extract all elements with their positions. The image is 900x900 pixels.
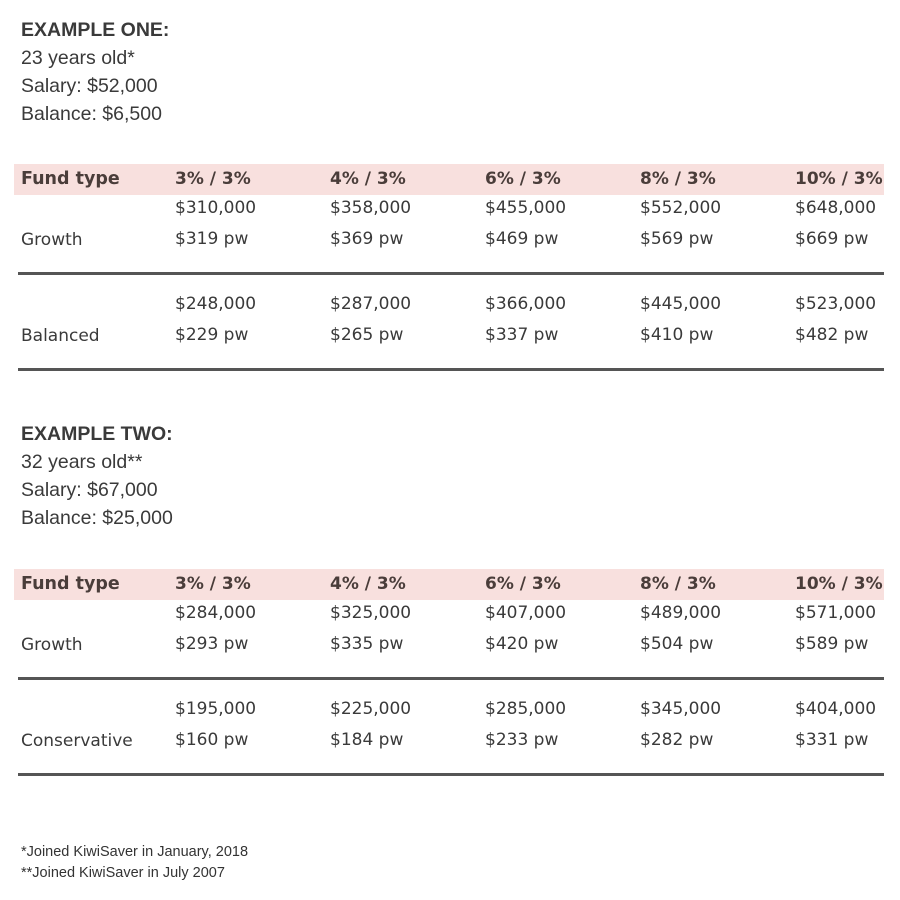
projected-total: $225,000 — [330, 699, 412, 719]
header-contribution-rate: 4% / 3% — [330, 574, 406, 594]
example-one-title: EXAMPLE ONE: — [21, 19, 170, 41]
header-fund-type: Fund type — [21, 169, 120, 189]
weekly-income: $369 pw — [330, 229, 404, 249]
projected-total: $445,000 — [640, 294, 722, 314]
header-contribution-rate: 10% / 3% — [795, 169, 883, 189]
table-header-row — [14, 569, 884, 600]
weekly-income: $233 pw — [485, 730, 559, 750]
projected-total: $552,000 — [640, 198, 722, 218]
example-two-age: 32 years old** — [21, 451, 143, 473]
footnotes — [21, 842, 248, 884]
header-contribution-rate: 3% / 3% — [175, 169, 251, 189]
projected-total: $366,000 — [485, 294, 567, 314]
fund-type-label: Balanced — [21, 326, 100, 346]
weekly-income: $337 pw — [485, 325, 559, 345]
projected-total: $345,000 — [640, 699, 722, 719]
projected-total: $455,000 — [485, 198, 567, 218]
example-one-age: 23 years old* — [21, 47, 135, 69]
example-one-balance: Balance: $6,500 — [21, 103, 162, 125]
fund-type-label: Growth — [21, 635, 83, 655]
header-contribution-rate: 10% / 3% — [795, 574, 883, 594]
weekly-income: $293 pw — [175, 634, 249, 654]
projected-total: $248,000 — [175, 294, 257, 314]
weekly-income: $282 pw — [640, 730, 714, 750]
row-divider — [18, 677, 884, 680]
footnote-2: **Joined KiwiSaver in July 2007 — [21, 865, 225, 881]
example-one-intro — [21, 16, 169, 128]
fund-type-label: Growth — [21, 230, 83, 250]
weekly-income: $569 pw — [640, 229, 714, 249]
row-divider — [18, 773, 884, 776]
footnote-1: *Joined KiwiSaver in January, 2018 — [21, 844, 249, 860]
header-contribution-rate: 8% / 3% — [640, 169, 716, 189]
projected-total: $325,000 — [330, 603, 412, 623]
header-fund-type: Fund type — [21, 574, 120, 594]
projected-total: $358,000 — [330, 198, 412, 218]
weekly-income: $469 pw — [485, 229, 559, 249]
weekly-income: $410 pw — [640, 325, 714, 345]
example-two-salary: Salary: $67,000 — [21, 479, 158, 501]
row-divider — [18, 368, 884, 371]
example-two-intro — [21, 420, 173, 532]
weekly-income: $229 pw — [175, 325, 249, 345]
weekly-income: $265 pw — [330, 325, 404, 345]
header-contribution-rate: 3% / 3% — [175, 574, 251, 594]
weekly-income: $669 pw — [795, 229, 869, 249]
weekly-income: $482 pw — [795, 325, 869, 345]
weekly-income: $160 pw — [175, 730, 249, 750]
projected-total: $310,000 — [175, 198, 257, 218]
projected-total: $407,000 — [485, 603, 567, 623]
weekly-income: $319 pw — [175, 229, 249, 249]
example-two-title: EXAMPLE TWO: — [21, 423, 173, 445]
projected-total: $571,000 — [795, 603, 877, 623]
weekly-income: $420 pw — [485, 634, 559, 654]
weekly-income: $589 pw — [795, 634, 869, 654]
projected-total: $404,000 — [795, 699, 877, 719]
row-divider — [18, 272, 884, 275]
table-header-row — [14, 164, 884, 195]
weekly-income: $335 pw — [330, 634, 404, 654]
projected-total: $284,000 — [175, 603, 257, 623]
example-one-salary: Salary: $52,000 — [21, 75, 158, 97]
projected-total: $648,000 — [795, 198, 877, 218]
header-contribution-rate: 4% / 3% — [330, 169, 406, 189]
header-contribution-rate: 6% / 3% — [485, 169, 561, 189]
projected-total: $523,000 — [795, 294, 877, 314]
projected-total: $489,000 — [640, 603, 722, 623]
weekly-income: $184 pw — [330, 730, 404, 750]
header-contribution-rate: 6% / 3% — [485, 574, 561, 594]
example-two-balance: Balance: $25,000 — [21, 507, 173, 529]
weekly-income: $331 pw — [795, 730, 869, 750]
weekly-income: $504 pw — [640, 634, 714, 654]
projected-total: $287,000 — [330, 294, 412, 314]
projected-total: $195,000 — [175, 699, 257, 719]
header-contribution-rate: 8% / 3% — [640, 574, 716, 594]
projected-total: $285,000 — [485, 699, 567, 719]
fund-type-label: Conservative — [21, 731, 133, 751]
